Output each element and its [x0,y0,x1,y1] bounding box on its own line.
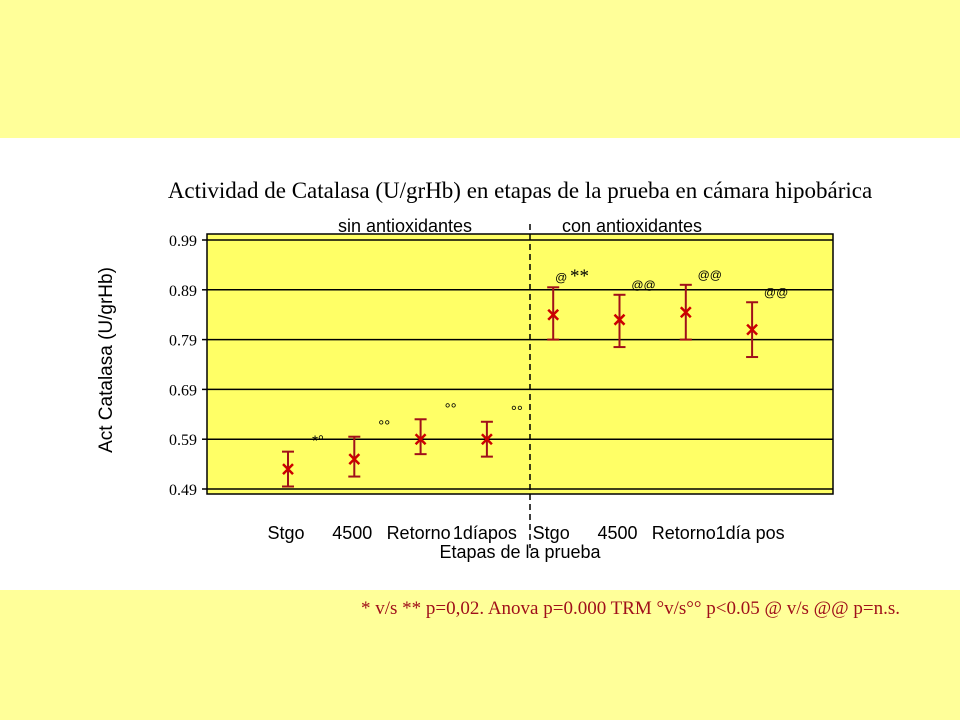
x-tick-label: Retorno [386,523,451,543]
point-annotation: °° [378,417,391,435]
point-annotation: @@ [697,267,722,282]
group-label-left: sin antioxidantes [337,216,473,236]
y-tick-label: 0.59 [169,432,197,450]
point-annotation: °° [444,400,457,418]
point-annotation: @ [555,270,568,285]
point-annotation: °° [510,402,523,420]
x-tick-label: 4500 [332,523,373,543]
x-tick-label: Stgo [267,523,305,543]
extra-annotation: ** [570,266,589,287]
group-label-right: con antioxidantes [561,216,703,236]
x-tick-label: 1díapos [452,523,517,543]
point-annotation: @@ [763,285,789,300]
plot-area [207,234,833,494]
y-tick-labels [169,233,197,499]
x-tick-label: Stgo [532,523,570,543]
y-axis-label: Act Catalasa (U/grHb) [96,267,117,453]
footnote: * v/s ** p=0,02. Anova p=0.000 TRM °v/s°° p<0.05 @ v/s @@ p=n.s. [361,598,900,619]
y-tick-label: 0.69 [169,382,197,400]
x-tick-label: Retorno [651,523,716,543]
chart-title: Actividad de Catalasa (U/grHb) en etapas de la prueba en cámara hipobárica [167,178,873,203]
x-tick-labels [267,523,784,543]
x-tick-label: 1día pos [715,523,785,543]
x-tick-label: 4500 [597,523,638,543]
point-annotation: @@ [631,277,656,292]
y-tick-label: 0.79 [169,332,197,350]
y-tick-label: 0.99 [169,233,197,250]
x-axis-label: Etapas de la prueba [439,542,601,562]
y-tick-label: 0.49 [169,482,197,499]
y-tick-label: 0.89 [169,282,197,300]
point-annotation: *° [312,432,324,450]
